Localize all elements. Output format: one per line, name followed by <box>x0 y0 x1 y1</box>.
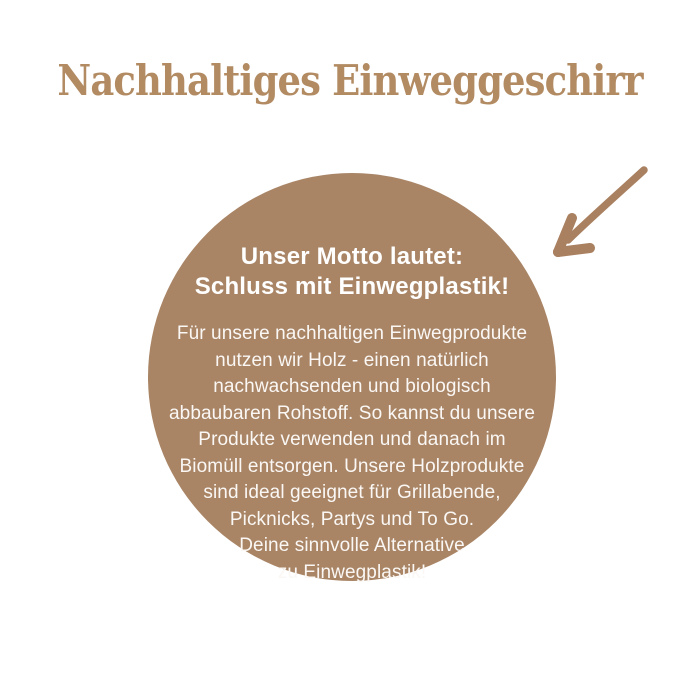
body-line: Für unsere nachhaltigen Einwegprodukte <box>176 323 528 344</box>
motto-line: Unser Motto lautet: <box>240 243 464 270</box>
body-line: Biomüll entsorgen. Unsere Holzprodukte <box>179 455 525 477</box>
body-line: abbaubaren Rohstoff. So kannst du unsere <box>169 402 535 424</box>
body-line: sind ideal geeignet für Grillabende, <box>203 482 501 503</box>
motto-circle <box>148 173 556 581</box>
curved-arrow-icon <box>541 156 661 268</box>
body-line: nachwachsenden und biologisch <box>213 376 491 397</box>
motto-body-text <box>169 321 535 586</box>
body-line: Deine sinnvolle Alternative <box>239 535 465 556</box>
body-line: nutzen wir Holz - einen natürlich <box>215 349 489 371</box>
body-line: Produkte verwenden und danach im <box>198 429 506 450</box>
motto-heading <box>195 242 510 302</box>
body-line: zu Einwegplastik! <box>277 561 427 583</box>
motto-line: Schluss mit Einwegplastik! <box>194 273 510 300</box>
page-title: Nachhaltiges Einweggeschirr <box>57 56 643 105</box>
body-line: Picknicks, Partys und To Go. <box>229 508 475 530</box>
